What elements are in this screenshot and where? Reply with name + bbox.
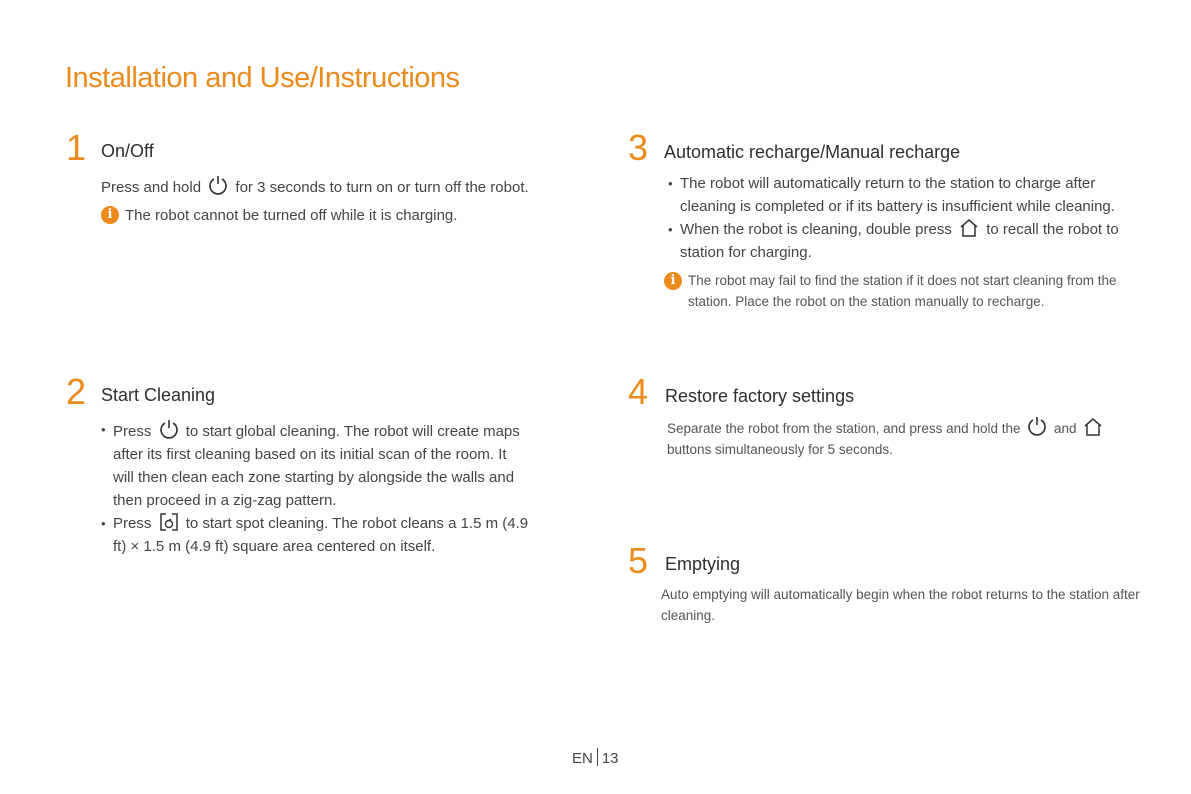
power-icon [1026, 415, 1048, 437]
bullet-item [101, 418, 531, 512]
text-fragment: to start spot cleaning. The robot cleans a 1.5 m (4.9 ft) × 1.5 m (4.9 ft) square area centered on itself. [113, 515, 529, 555]
bullet-item [101, 512, 531, 558]
text-fragment: and [1054, 421, 1077, 436]
section-body [661, 584, 1141, 626]
text-fragment: buttons simultaneously for 5 seconds. [667, 442, 893, 457]
section-heading: Restore factory settings [665, 386, 855, 406]
bullet-item [668, 172, 1138, 218]
text-fragment: Separate the robot from the station, and press and hold the [667, 421, 1021, 436]
section-heading: Automatic recharge/Manual recharge [664, 142, 961, 162]
text-fragment: Press [113, 423, 152, 440]
text-fragment: to recall the robot to station for charging. [680, 221, 1119, 261]
paragraph [101, 174, 571, 199]
text-fragment: Auto emptying will automatically begin when the robot returns to the station after cleaning. [661, 587, 1140, 623]
section-body [668, 172, 1138, 312]
note [664, 270, 1138, 312]
note-text: The robot may fail to find the station if it does not start cleaning from the station. Place the robot on the station manually to recharge. [688, 273, 1117, 309]
text-fragment: to start global cleaning. The robot will create maps after its first cleaning based on its initial scan of the room. It will then clean each zone starting by alongside the walls and then proceed in a zig-zag pattern. [113, 423, 520, 509]
section-number: 2 [66, 371, 87, 412]
spot-clean-icon [158, 512, 180, 532]
home-icon [958, 218, 980, 238]
section-heading: Start Cleaning [101, 385, 216, 405]
text-fragment: When the robot is cleaning, double press [680, 221, 952, 238]
power-icon [158, 418, 180, 440]
text-fragment: Press [113, 515, 152, 532]
section-number: 4 [628, 371, 649, 412]
section-number: 5 [628, 540, 649, 581]
note [101, 204, 571, 227]
section-number: 1 [66, 127, 87, 168]
section-number: 3 [628, 127, 649, 168]
text-fragment: Press and hold [101, 179, 202, 196]
page-footer [572, 748, 619, 767]
text-fragment: for 3 seconds to turn on or turn off the robot. [235, 179, 529, 196]
note-text: The robot cannot be turned off while it is charging. [125, 207, 458, 224]
page-title: Installation and Use/Instructions [65, 62, 460, 94]
info-icon: i [101, 206, 119, 224]
section-heading: On/Off [101, 141, 154, 161]
page-number: 13 [601, 750, 619, 767]
section-body [101, 418, 531, 558]
home-icon [1082, 417, 1104, 437]
footer-divider [597, 748, 598, 766]
section-heading: Emptying [665, 554, 741, 574]
section-body [667, 415, 1127, 460]
bullet-item [668, 218, 1138, 264]
text-fragment: The robot will automatically return to the station to charge after cleaning is completed or if its battery is insufficient while cleaning. [680, 175, 1115, 215]
section-body [101, 174, 571, 227]
power-icon [207, 174, 229, 196]
info-icon: i [664, 272, 682, 290]
language-label: EN [572, 750, 593, 767]
